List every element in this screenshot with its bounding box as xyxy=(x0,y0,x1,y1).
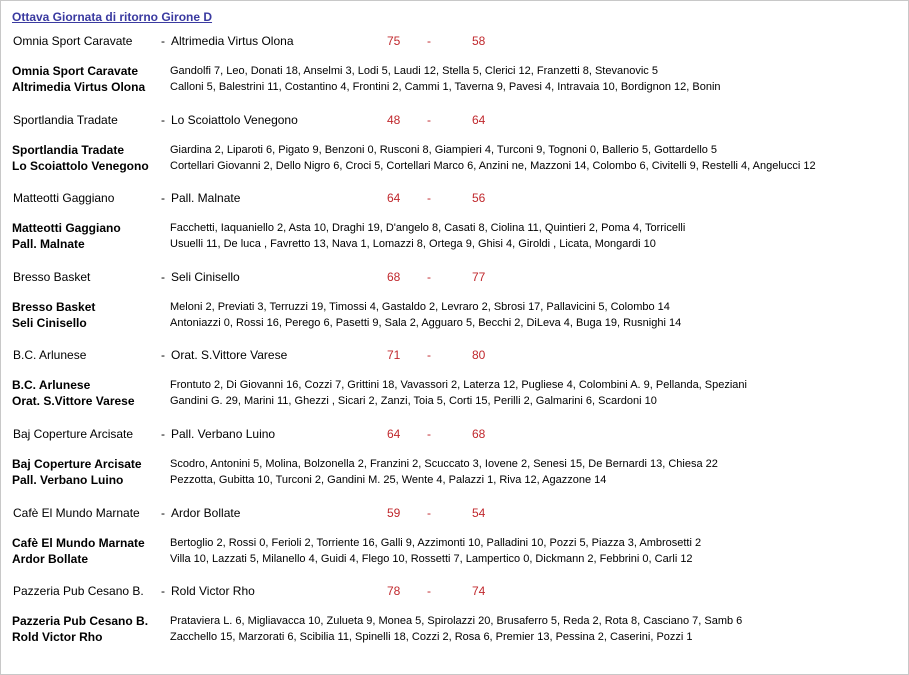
home-scorers: Meloni 2, Previati 3, Terruzzi 19, Timossi 4, Gastaldo 2, Levraro 2, Sbrosi 17, Pallavicini 5, Colombo 14 xyxy=(170,300,670,313)
away-scorers-row xyxy=(1,393,906,409)
away-scorers: Villa 10, Lazzati 5, Milanello 4, Guidi 4, Flego 10, Rossetti 7, Lampertico 0, Dickmann 2, Febbrini 0, Carli 12 xyxy=(170,552,693,565)
home-scorers-row xyxy=(1,299,906,315)
home-scorers-row xyxy=(1,142,906,158)
score-dash: - xyxy=(427,427,431,441)
away-scorers: Usuelli 11, De luca , Favretto 13, Nava 1, Lomazzi 8, Ortega 9, Ghisi 4, Giroldi , Licata, Mongardi 10 xyxy=(170,238,656,251)
home-team: Pazzeria Pub Cesano B. xyxy=(13,584,144,599)
away-scorers-row xyxy=(1,315,906,331)
home-score: 64 xyxy=(387,427,401,441)
away-scorers-row xyxy=(1,472,906,488)
home-team-name: Omnia Sport Caravate xyxy=(12,64,139,78)
away-scorers: Zacchello 15, Marzorati 6, Scibilia 11, Spinelli 18, Cozzi 2, Rosa 6, Premier 13, Pessina 2, Caserini, Pozzi 1 xyxy=(170,631,693,644)
home-team: Sportlandia Tradate xyxy=(13,112,118,127)
score-dash: - xyxy=(427,34,431,48)
away-scorers: Calloni 5, Balestrini 11, Costantino 4, Frontini 2, Cammi 1, Taverna 9, Pavesi 4, Intravaia 10, Bordignon 12, Bonin xyxy=(170,81,721,93)
home-scorers: Gandolfi 7, Leo, Donati 18, Anselmi 3, Lodi 5, Laudi 12, Stella 5, Clerici 12, Franzetti 8, Stevanovic 5 xyxy=(170,65,658,77)
score-dash: - xyxy=(427,191,431,206)
team-separator: - xyxy=(161,427,165,441)
away-team-name: Orat. S.Vittore Varese xyxy=(12,394,135,409)
home-scorers: Scodro, Antonini 5, Molina, Bolzonella 2, Franzini 2, Scuccato 3, Iovene 2, Senesi 15, De Bernardi 13, Chiesa 22 xyxy=(170,458,718,470)
team-separator: - xyxy=(161,505,165,520)
away-team-name: Altrimedia Virtus Olona xyxy=(12,80,146,94)
score-dash: - xyxy=(427,112,431,127)
away-scorers: Gandini G. 29, Marini 11, Ghezzi , Sicari 2, Zanzi, Toia 5, Corti 15, Perilli 2, Galmarini 6, Scardoni 10 xyxy=(170,395,657,408)
home-score: 68 xyxy=(387,269,401,284)
match-row xyxy=(1,112,906,128)
away-score: 54 xyxy=(472,505,486,520)
home-scorers: Prataviera L. 6, Migliavacca 10, Zulueta 9, Monea 5, Spirolazzi 20, Brusaferro 5, Reda 2, Rota 8, Casciano 7, Samb 6 xyxy=(170,615,743,628)
home-team-name: Bresso Basket xyxy=(12,299,96,314)
team-separator: - xyxy=(161,584,165,599)
home-team: Baj Coperture Arcisate xyxy=(13,427,134,441)
away-scorers-row xyxy=(1,79,906,95)
team-separator: - xyxy=(161,112,165,127)
home-team: Matteotti Gaggiano xyxy=(13,191,115,206)
home-score: 75 xyxy=(387,34,401,48)
away-team-name: Pall. Malnate xyxy=(12,237,85,252)
score-dash: - xyxy=(427,505,431,520)
score-dash: - xyxy=(427,584,431,599)
away-score: 56 xyxy=(472,191,486,206)
home-scorers: Frontuto 2, Di Giovanni 16, Cozzi 7, Grittini 18, Vavassori 2, Laterza 12, Pugliese 4, Colombini A. 9, Pellanda, Speziani xyxy=(170,379,747,392)
home-scorers-row xyxy=(1,456,906,472)
away-team: Ardor Bollate xyxy=(171,505,241,520)
away-team: Lo Scoiattolo Venegono xyxy=(171,112,298,127)
match-row xyxy=(1,33,906,49)
away-score: 68 xyxy=(472,427,486,441)
score-dash: - xyxy=(427,348,431,363)
home-team: Omnia Sport Caravate xyxy=(13,34,133,48)
away-scorers-row xyxy=(1,551,906,567)
home-team-name: Sportlandia Tradate xyxy=(12,142,125,157)
home-scorers-row xyxy=(1,63,906,79)
home-team: Bresso Basket xyxy=(13,269,91,284)
home-team: Cafè El Mundo Marnate xyxy=(13,505,140,520)
home-scorers-row xyxy=(1,535,906,551)
away-team-name: Ardor Bollate xyxy=(12,551,89,566)
away-team-name: Pall. Verbano Luino xyxy=(12,473,124,487)
away-team: Rold Victor Rho xyxy=(171,584,255,599)
away-scorers-row xyxy=(1,629,906,645)
home-team: B.C. Arlunese xyxy=(13,348,87,363)
away-scorers-row xyxy=(1,236,906,252)
away-team-name: Rold Victor Rho xyxy=(12,630,103,645)
home-scorers: Bertoglio 2, Rossi 0, Ferioli 2, Torriente 16, Galli 9, Azzimonti 10, Palladini 10, Pozzi 5, Piazza 3, Ambrosetti 2 xyxy=(170,536,702,549)
away-team: Orat. S.Vittore Varese xyxy=(171,348,288,363)
away-scorers: Cortellari Giovanni 2, Dello Nigro 6, Croci 5, Cortellari Marco 6, Anzini ne, Mazzoni 14, Colombo 6, Civitelli 9, Restelli 4, Angelucci 12 xyxy=(170,159,816,172)
away-scorers-row xyxy=(1,158,906,174)
home-scorers-row xyxy=(1,377,906,393)
away-scorers: Antoniazzi 0, Rossi 16, Perego 6, Pasetti 9, Sala 2, Agguaro 5, Becchi 2, DiLeva 4, Buga 19, Rusnighi 14 xyxy=(170,316,682,329)
home-team-name: Cafè El Mundo Marnate xyxy=(12,535,145,550)
home-score: 71 xyxy=(387,348,401,363)
home-score: 48 xyxy=(387,112,401,127)
away-score: 80 xyxy=(472,348,486,363)
away-team-name: Seli Cinisello xyxy=(12,315,87,330)
match-row xyxy=(1,347,906,363)
match-row xyxy=(1,269,906,285)
team-separator: - xyxy=(161,269,165,284)
home-team-name: Pazzeria Pub Cesano B. xyxy=(12,614,149,629)
away-team: Pall. Malnate xyxy=(171,191,241,206)
match-row xyxy=(1,583,906,599)
away-team: Altrimedia Virtus Olona xyxy=(171,34,294,48)
away-score: 58 xyxy=(472,34,486,48)
away-team: Seli Cinisello xyxy=(171,269,240,284)
away-score: 77 xyxy=(472,269,486,284)
away-team: Pall. Verbano Luino xyxy=(171,427,276,441)
away-scorers: Pezzotta, Gubitta 10, Turconi 2, Gandini M. 25, Wente 4, Palazzi 1, Riva 12, Agazzone 14 xyxy=(170,474,607,486)
home-score: 59 xyxy=(387,505,401,520)
away-score: 74 xyxy=(472,584,486,599)
match-row xyxy=(1,505,906,521)
home-team-name: Baj Coperture Arcisate xyxy=(12,457,142,471)
team-separator: - xyxy=(161,348,165,363)
home-team-name: B.C. Arlunese xyxy=(12,378,91,393)
match-row xyxy=(1,426,906,442)
match-row xyxy=(1,190,906,206)
team-separator: - xyxy=(161,191,165,206)
home-score: 64 xyxy=(387,191,401,206)
team-separator: - xyxy=(161,34,165,48)
home-scorers-row xyxy=(1,220,906,236)
home-score: 78 xyxy=(387,584,401,599)
home-scorers-row xyxy=(1,613,906,629)
page-title: Ottava Giornata di ritorno Girone D xyxy=(12,10,213,24)
away-team-name: Lo Scoiattolo Venegono xyxy=(12,158,149,173)
away-score: 64 xyxy=(472,112,486,127)
home-scorers: Facchetti, Iaquaniello 2, Asta 10, Draghi 19, D'angelo 8, Casati 8, Ciolina 11, Quintieri 2, Poma 4, Torricelli xyxy=(170,222,686,235)
score-dash: - xyxy=(427,269,431,284)
home-team-name: Matteotti Gaggiano xyxy=(12,221,121,236)
home-scorers: Giardina 2, Liparoti 6, Pigato 9, Benzoni 0, Rusconi 8, Giampieri 4, Turconi 9, Tognoni 0, Ballerio 5, Gottardello 5 xyxy=(170,143,718,156)
